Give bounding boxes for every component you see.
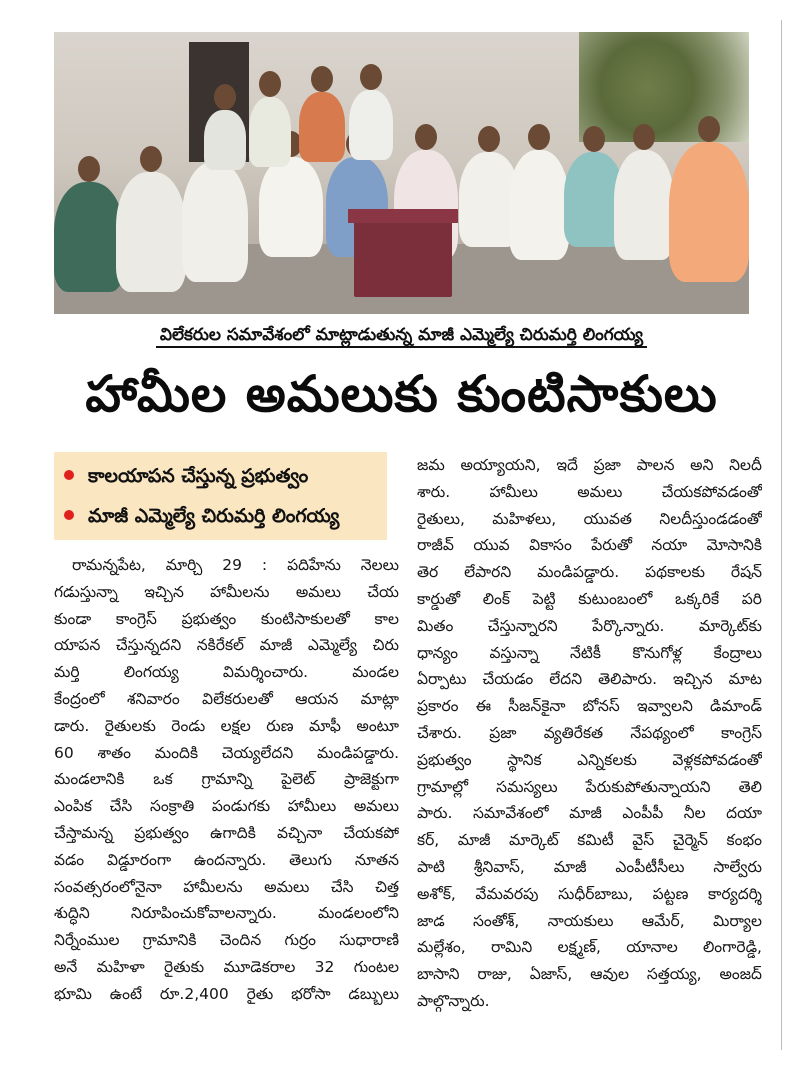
article-line: మర్తి లింగయ్య విమర్శించారు. మండల — [54, 663, 399, 682]
article-line: ఏర్పాటు చేయడం లేదని తెలిపారు. ఇచ్చిన మాట — [417, 670, 762, 689]
subheading-bullet — [64, 498, 339, 534]
photo-person — [182, 162, 248, 282]
photo-person — [349, 90, 393, 160]
photo-person — [509, 150, 569, 260]
article-line: శారు. హామీలు అమలు చేయకపోవడంతో — [417, 482, 762, 501]
article-line: రాజీవ్ యువ వికాసం పేరుతో నయా మోసానికి — [417, 536, 762, 555]
article-line: చేశారు. ప్రజా వ్యతిరేకత నేపథ్యంలో కాంగ్రెస్ — [417, 723, 762, 742]
article-line: గడుస్తున్నా ఇచ్చిన హామీలను అమలు చేయ — [54, 582, 399, 601]
news-photo — [54, 32, 749, 314]
article-line: ధాన్యం వస్తున్నా నేటికీ కొనుగోళ్ల కేంద్రాలు — [417, 643, 762, 662]
photo-table — [354, 217, 452, 297]
article-line: నిర్నేంముల గ్రామానికి చెందిన గుర్రం సుధారాణి — [54, 931, 399, 950]
article-line: రామన్నపేట, మార్చి 29 : పదిహేను నెలలు — [72, 556, 399, 574]
photo-tree — [579, 32, 749, 142]
article-line: మితం చేస్తున్నారని పేర్కొన్నారు. మార్కెట్‌కు — [417, 616, 762, 635]
article-line: శుద్ధిని నిరూపించుకోవాలన్నారు. మండలంలోని — [54, 904, 399, 923]
article-line: భూమి ఉంటే రూ.2,400 రైతు భరోసా డబ్బులు — [54, 984, 399, 1003]
article-column-left — [54, 552, 399, 1008]
article-line: జాడ సంతోశ్, నాయకులు ఆమేర్, మిర్యాల — [417, 911, 762, 930]
article-line: ప్రభుత్వం స్థానిక ఎన్నికలకు వెళ్లకపోవడంతో — [417, 750, 762, 769]
article-line: సంవత్సరంలోనైనా హామీలను అమలు చేసి చిత్త — [54, 877, 399, 896]
column-divider — [781, 20, 782, 1050]
article-line: యాపన చేస్తున్నదని నకిరేకల్ మాజీ ఎమ్మెల్యే చిరు — [54, 636, 399, 655]
article-line: గ్రామాల్లో సమస్యలు పేరుకుపోతున్నాయని తెలి — [417, 777, 762, 796]
article-line: డారు. రైతులకు రెండు లక్షల రుణ మాఫీ అంటూ — [54, 716, 399, 735]
article-column-right — [417, 452, 762, 1015]
article-line: ఎంపిక చేసి సంక్రాతి పండుగకు హామీలు అమలు — [54, 797, 399, 816]
article-line: ప్రకారం ఈ సీజన్‌కైనా బోనస్ ఇవ్వాలని డిమాండ్ — [417, 697, 762, 716]
article-line: కేంద్రంలో శనివారం విలేకరులతో ఆయన మాట్లా — [54, 689, 399, 708]
photo-person — [614, 150, 674, 260]
photo-person — [249, 97, 291, 167]
bullet-text: మాజీ ఎమ్మెల్యే చిరుమర్తి లింగయ్య — [88, 505, 340, 527]
article-line: వడం విడ్డూరంగా ఉందన్నారు. తెలుగు నూతన — [54, 850, 399, 869]
article-line: కుండా కాంగ్రెస్ ప్రభుత్వం కుంటిసాకులతో కాల — [54, 609, 399, 628]
headline: హామీల అమలుకు కుంటిసాకులు — [85, 365, 718, 423]
article-line: తెర లేపారని మండిపడ్డారు. పథకాలకు రేషన్ — [417, 563, 762, 582]
photo-person — [204, 110, 246, 170]
article-line: రైతులు, మహిళలు, యువత నిలదీస్తుండడంతో — [417, 509, 762, 528]
article-line: మండలానికి ఒక గ్రామాన్ని పైలెట్ ప్రాజెక్టుగా — [54, 770, 399, 789]
article-line: మల్లేశం, రామిని లక్ష్మణ్, యానాల లింగారెడ్డి, — [417, 938, 762, 957]
photo-person — [259, 157, 323, 257]
subheading-box — [54, 452, 387, 540]
article-line: అశోక్, వేమవరపు సుధీర్‌బాబు, పట్టణ కార్యదర్శి — [417, 884, 762, 903]
article-line: కార్డుతో లింక్ పెట్టి కుటుంబంలో ఒక్కరికే పరి — [417, 589, 762, 608]
article-line: పాల్గొన్నారు. — [417, 991, 490, 1010]
article-line: చేస్తామన్న ప్రభుత్వం ఉగాదికి వచ్చినా చేయకపో — [54, 823, 399, 842]
bullet-dot-icon — [64, 470, 74, 480]
article-line: కర్, మాజీ మార్కెట్ కమిటీ వైస్ చైర్మెన్ కంభం — [417, 831, 762, 850]
article-line: పారు. సమావేశంలో మాజీ ఎంపీపీ నీల దయా — [417, 804, 762, 823]
article-line: బాసాని రాజు, ఏజాస్, ఆవుల సత్తయ్య, అంజద్ — [417, 965, 762, 984]
bullet-text: కాలయాపన చేస్తున్న ప్రభుత్వం — [88, 465, 309, 487]
bullet-dot-icon — [64, 510, 74, 520]
article-line: 60 శాతం మందికి చెయ్యలేదని మండిపడ్డారు. — [54, 743, 399, 762]
subheading-bullet — [64, 458, 308, 494]
photo-person — [116, 172, 186, 292]
article-line: పాటి శ్రీనివాస్, మాజీ ఎంపీటీసీలు సాల్వేరు — [417, 857, 762, 876]
photo-caption: విలేకరుల సమావేశంలో మాట్లాడుతున్న మాజీ ఎమ్మెల్యే చిరుమర్తి లింగయ్య — [54, 322, 749, 348]
photo-person — [299, 92, 345, 162]
article-line: అనే మహిళా రైతుకు మూడెకరాల 32 గుంటల — [54, 957, 399, 976]
article-line: జమ అయ్యాయని, ఇదే ప్రజా పాలన అని నిలదీ — [417, 456, 762, 474]
photo-person — [54, 182, 124, 292]
photo-person — [669, 142, 749, 282]
